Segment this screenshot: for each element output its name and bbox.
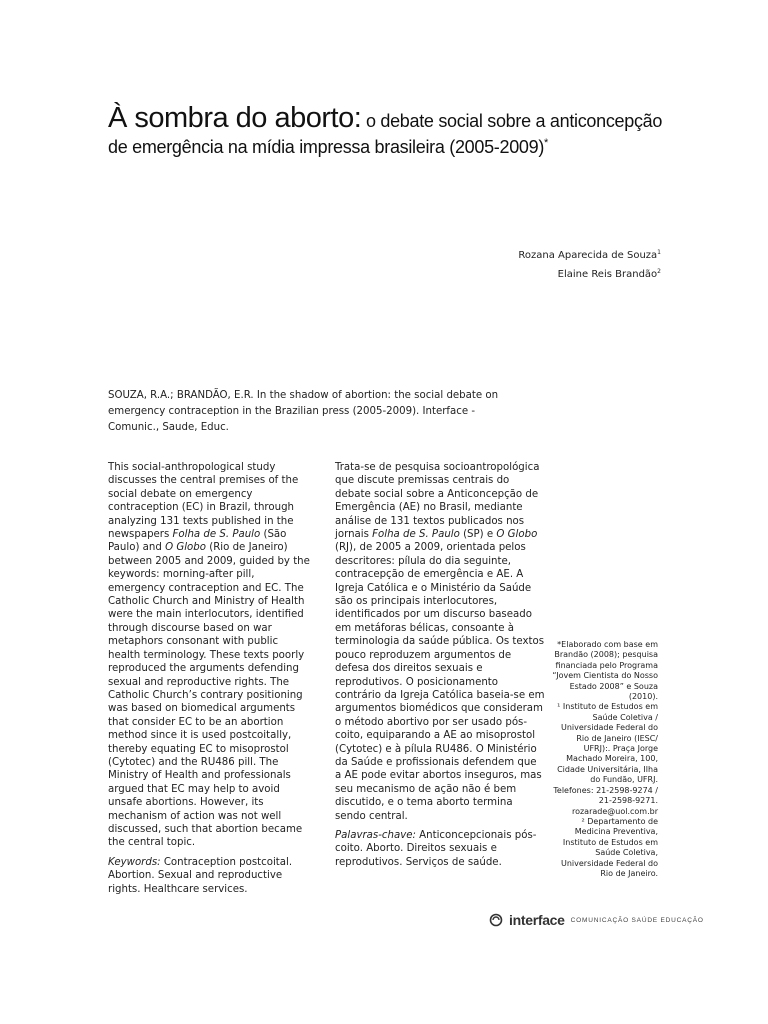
footnotes bbox=[552, 640, 658, 879]
title-footnote-marker: * bbox=[544, 137, 549, 150]
footnote-star: *Elaborado com base em Brandão (2008); pesquisa financiada pelo Programa “Jovem Cientista do Nosso Estado 2008” e Souza (2010). bbox=[552, 640, 658, 702]
citation: SOUZA, R.A.; BRANDÃO, E.R. In the shadow of abortion: the social debate on emergency contraception in the Brazilian press (2005-2009). Interface - Comunic., Saude, Educ. bbox=[108, 390, 499, 433]
journal-logo: interface bbox=[509, 912, 565, 928]
title-subtitle-line1: o debate social sobre a anticoncepção bbox=[361, 111, 663, 131]
author: Elaine Reis Brandão$^2$ bbox=[557, 268, 661, 280]
interface-logo-icon bbox=[489, 913, 503, 927]
journal-footer bbox=[489, 912, 704, 928]
palavras-chave: Palavras-chave: Anticoncepcionais pós-coito. Aborto. Direitos sexuais e reprodutivos. Serviços de saúde. bbox=[335, 829, 537, 868]
keywords-label: Keywords: bbox=[108, 856, 161, 868]
journal-tagline: COMUNICAÇÃO SAÚDE EDUCAÇÃO bbox=[570, 916, 704, 924]
footnote-2: ² Departamento de Medicina Preventiva, Instituto de Estudos em Saúde Coletiva, Universidade Federal do Rio de Janeiro. bbox=[560, 816, 658, 878]
keywords: Keywords: Contraception postcoital. Abortion. Sexual and reproductive rights. Healthcare services. bbox=[108, 856, 293, 895]
article-title bbox=[108, 100, 708, 159]
author-list bbox=[518, 245, 661, 283]
abstract-portuguese bbox=[335, 461, 545, 875]
footnote-1: ¹ Instituto de Estudos em Saúde Coletiva / Universidade Federal do Rio de Janeiro (IESC/ UFRJ):. Praça Jorge Machado Moreira, 100, Cidade Universitária, Ilha do Fundão, UFRJ. Telefones: 21-2598-9274 / 21-2598-9271. rozarade@uol.com.br bbox=[553, 702, 658, 816]
abstract-english bbox=[108, 461, 313, 902]
abstract-paragraph: Trata-se de pesquisa socioantropológica que discute premissas centrais do debate social sobre a Anticoncepção de Emergência (AE) no Brasil, mediante análise de 131 textos publicados nos jornais Folha de S. Paulo (SP) e O Globo (RJ), de 2005 a 2009, orientada pelos descritores: pílula do dia seguinte, contracepção de emergência e AE. A Igreja Católica e o Ministério da Saúde são os principais interlocutores, identificados por um discurso baseado em metáforas bélicas, consoante à terminologia da saúde pública. Os textos pouco reproduzem argumentos de defesa dos direitos sexuais e reprodutivos. O posicionamento contrário da Igreja Católica baseia-se em argumentos biomédicos que consideram o método abortivo por ser usado pós-coito, equiparando a AE ao misoprostol (Cytotec) e à pílula RU486. O Ministério da Saúde e profissionais defendem que a AE pode evitar abortos inseguros, mas seu mecanismo de ação não é bem discutido, e o tema aborto termina sendo central. bbox=[335, 462, 545, 822]
author: Rozana Aparecida de Souza$^1$ bbox=[518, 249, 661, 261]
keywords-label: Palavras-chave: bbox=[335, 829, 416, 841]
title-subtitle-line2: de emergência na mídia impressa brasileira (2005-2009) bbox=[108, 137, 545, 158]
title-main: À sombra do aborto: bbox=[108, 102, 362, 134]
abstract-paragraph: This social-anthropological study discusses the central premises of the social debate on emergency contraception (EC) in Brazil, through analyzing 131 texts published in the newspapers Folha de S. Paulo (São Paulo) and O Globo (Rio de Janeiro) between 2005 and 2009, guided by the keywords: morning-after pill, emergency contraception and EC. The Catholic Church and Ministry of Health were the main interlocutors, identified through discourse based on war metaphors consonant with public health terminology. These texts poorly reproduced the arguments defending sexual and reproductive rights. The Catholic Church’s contrary positioning was based on biomedical arguments that consider EC to be an abortion method since it is used postcoitally, thereby equating EC to misoprostol (Cytotec) and the RU486 pill. The Ministry of Health and professionals argued that EC may help to avoid unsafe abortions. However, its mechanism of action was not well discussed, such that abortion became the central topic. bbox=[108, 462, 310, 849]
